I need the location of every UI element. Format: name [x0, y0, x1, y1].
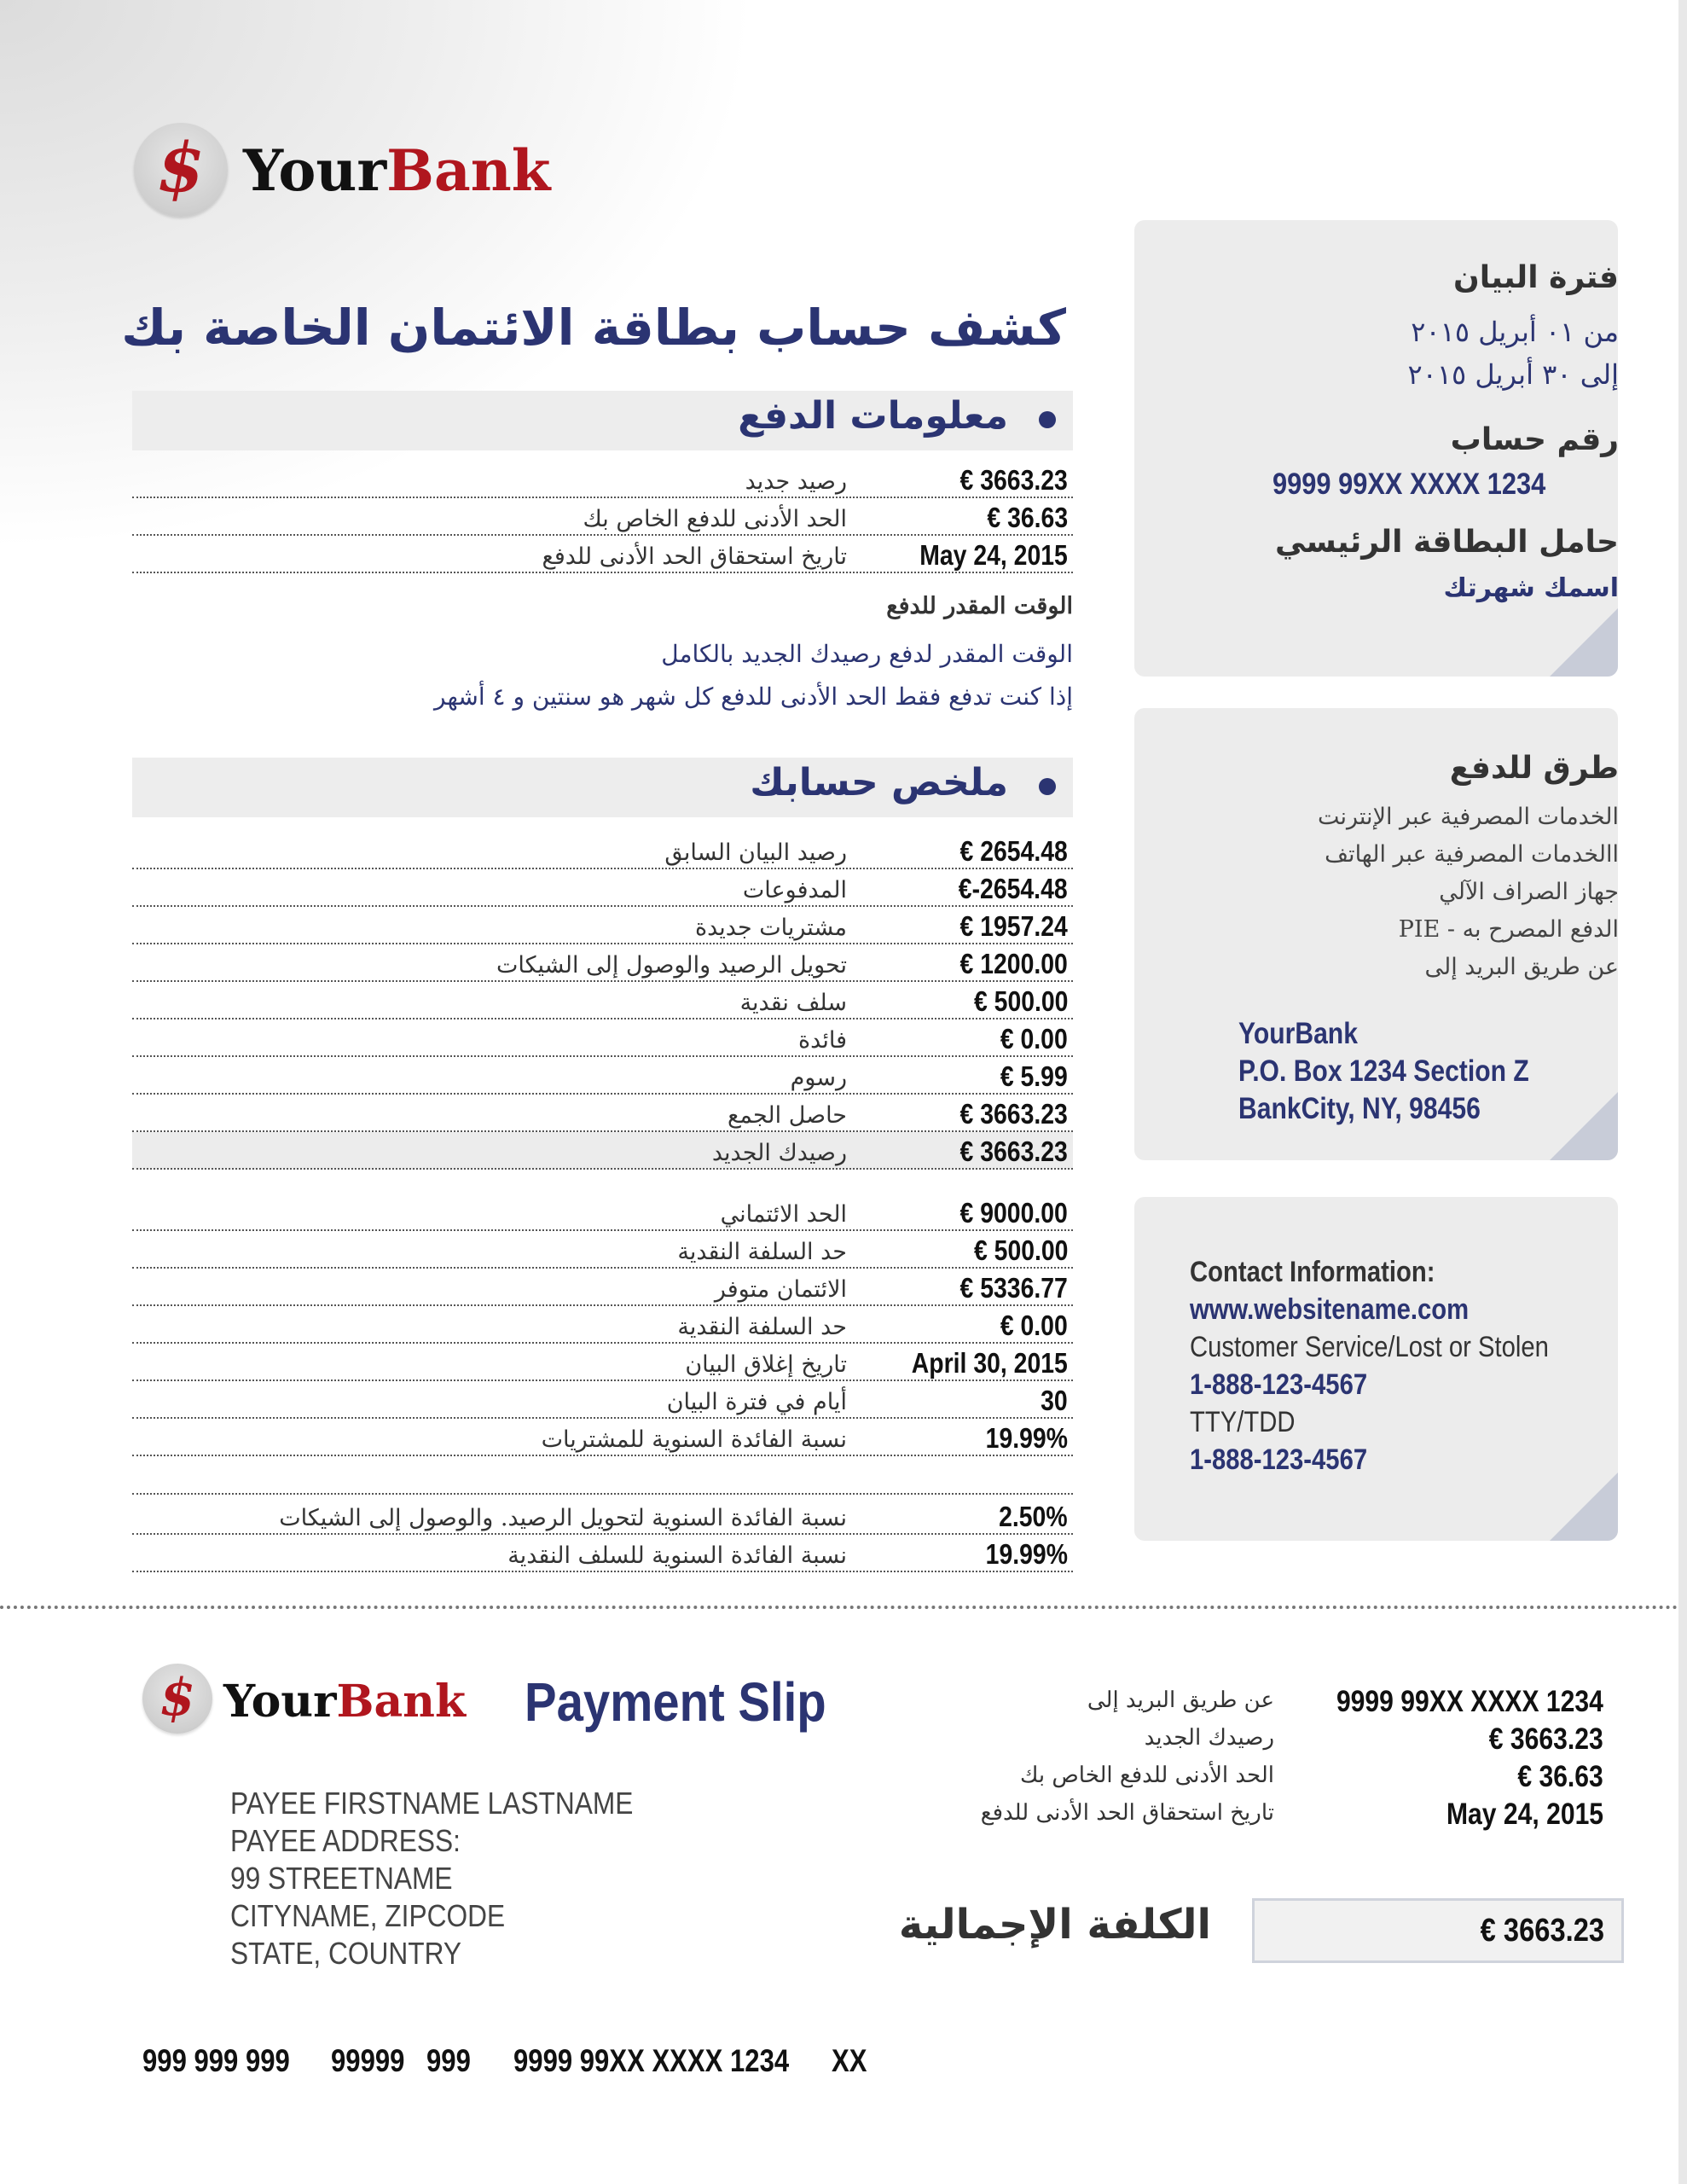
row-value: € 3663.23 — [959, 464, 1068, 496]
statement-row — [132, 1419, 1073, 1456]
statement-row — [132, 536, 1073, 573]
row-value: 19.99% — [985, 1422, 1068, 1454]
statement-row — [132, 1231, 1073, 1269]
statement-row — [132, 461, 1073, 498]
statement-row — [132, 1535, 1073, 1572]
period-from: من ٠١ أبريل ٢٠١٥ — [1411, 316, 1619, 348]
slip-label: عن طريق البريد إلى — [1087, 1687, 1274, 1713]
dollar-icon: $ — [157, 127, 205, 207]
row-label: تاريخ استحقاق الحد الأدنى للدفع — [542, 543, 847, 570]
row-value: April 30, 2015 — [911, 1347, 1068, 1379]
row-value: € 0.00 — [1000, 1023, 1068, 1054]
tear-off-line — [0, 1606, 1678, 1609]
payment-method-item: عن طريق البريد إلى — [1424, 954, 1619, 980]
row-label: حد السلفة النقدية — [677, 1314, 847, 1340]
row-label: تاريخ إغلاق البيان — [685, 1351, 847, 1378]
row-value: € 5336.77 — [959, 1272, 1068, 1304]
row-value: € 9000.00 — [959, 1197, 1068, 1228]
row-value: € 1200.00 — [959, 948, 1068, 979]
row-value: € 5.99 — [1000, 1060, 1068, 1092]
row-label: رصيد جديد — [745, 468, 847, 495]
row-label: سلف نقدية — [739, 990, 847, 1016]
row-value: € 500.00 — [973, 985, 1068, 1017]
row-value: € 2654.48 — [959, 835, 1068, 867]
row-label: رصيدك الجديد — [711, 1140, 847, 1166]
row-value: € 500.00 — [973, 1234, 1068, 1266]
slip-logo-text — [223, 1675, 466, 1729]
contact-title: Contact Information: — [1190, 1256, 1435, 1288]
payee-line: PAYEE ADDRESS: — [230, 1823, 461, 1858]
row-label: حد السلفة النقدية — [677, 1239, 847, 1265]
slip-value: 9999 99XX XXXX 1234 — [1336, 1685, 1603, 1718]
statement-row — [132, 1497, 1073, 1535]
row-divider — [132, 1459, 1073, 1495]
row-label: الحد الأدنى للدفع الخاص بك — [583, 506, 847, 532]
customer-service-label: Customer Service/Lost or Stolen — [1190, 1331, 1549, 1363]
payee-line: 99 STREETNAME — [230, 1861, 453, 1896]
row-label: فائدة — [798, 1027, 847, 1054]
micr-segment: 9999 99XX XXXX 1234 — [513, 2043, 790, 2078]
period-to: إلى ٣٠ أبريل ٢٠١٥ — [1407, 358, 1619, 391]
payment-method-item: الدفع المصرح به - PIE — [1398, 916, 1619, 943]
mail-po-box: P.O. Box 1234 Section Z — [1238, 1054, 1529, 1088]
payment-info-heading-text: معلومات الدفع — [738, 394, 1008, 438]
micr-segment: 999 — [426, 2043, 471, 2078]
row-label: نسبة الفائدة السنوية للسلف النقدية — [507, 1542, 847, 1569]
payment-slip-title: Payment Slip — [525, 1671, 826, 1733]
row-value: 30 — [1041, 1385, 1068, 1416]
row-value: € 0.00 — [1000, 1310, 1068, 1341]
micr-segment: XX — [832, 2043, 867, 2078]
statement-row — [132, 1269, 1073, 1306]
payment-info-heading — [132, 391, 1073, 450]
row-label: المدفوعات — [742, 877, 847, 903]
bullet-icon — [1039, 778, 1056, 795]
payee-line: CITYNAME, ZIPCODE — [230, 1898, 506, 1933]
holder-name: اسمك شهرتك — [1443, 573, 1619, 603]
row-value: € 3663.23 — [959, 1098, 1068, 1130]
statement-row — [132, 1344, 1073, 1381]
holder-label: حامل البطاقة الرئيسي — [1274, 525, 1619, 560]
total-cost-label: الكلفة الإجمالية — [898, 1901, 1211, 1949]
statement-row — [132, 1132, 1073, 1170]
statement-row — [132, 907, 1073, 944]
customer-service-phone[interactable]: 1-888-123-4567 — [1190, 1368, 1368, 1401]
payee-line: PAYEE FIRSTNAME LASTNAME — [230, 1786, 634, 1821]
page-fold-icon — [1550, 1092, 1618, 1160]
page-edge — [1678, 0, 1687, 2184]
row-label: رصيد البيان السابق — [664, 839, 847, 866]
statement-title: كشف حساب بطاقة الائتمان الخاصة بك — [121, 299, 1066, 357]
row-label: نسبة الفائدة السنوية للمشتريات — [541, 1426, 847, 1453]
summary-heading-text: ملخص حسابك — [750, 761, 1008, 804]
statement-row — [132, 1019, 1073, 1057]
row-label: الحد الائتماني — [720, 1201, 847, 1228]
mail-bank-name: YourBank — [1238, 1017, 1358, 1050]
row-label: تحويل الرصيد والوصول إلى الشيكات — [496, 952, 847, 979]
logo-text-your: Your — [223, 1676, 337, 1728]
payment-methods-label: طرق للدفع — [1449, 751, 1619, 786]
micr-segment: 999 999 999 — [142, 2043, 290, 2078]
tty-phone[interactable]: 1-888-123-4567 — [1190, 1443, 1368, 1476]
contact-website-link[interactable]: www.websitename.com — [1190, 1293, 1470, 1326]
statement-row — [132, 1306, 1073, 1344]
slip-label: تاريخ استحقاق الحد الأدنى للدفع — [980, 1800, 1274, 1826]
row-label: رسوم — [790, 1065, 847, 1091]
row-label: حاصل الجمع — [727, 1102, 847, 1129]
row-label: نسبة الفائدة السنوية لتحويل الرصيد. والوصول إلى الشيكات — [279, 1505, 847, 1531]
slip-value: € 3663.23 — [1489, 1722, 1603, 1756]
estimate-line-2: إذا كنت تدفع فقط الحد الأدنى للدفع كل شهر هو سنتين و ٤ أشهر — [434, 682, 1073, 711]
payment-method-item: االخدمات المصرفية عبر الهاتف — [1325, 841, 1619, 868]
estimate-title: الوقت المقدر للدفع — [886, 593, 1073, 619]
row-value: 19.99% — [985, 1538, 1068, 1570]
account-number: 9999 99XX XXXX 1234 — [1272, 468, 1546, 501]
total-cost-value: € 3663.23 — [1480, 1913, 1604, 1949]
bullet-icon — [1039, 411, 1056, 428]
row-value: €-2654.48 — [959, 873, 1068, 904]
dollar-icon: $ — [159, 1668, 195, 1728]
slip-label: رصيدك الجديد — [1144, 1725, 1274, 1751]
payee-line: STATE, COUNTRY — [230, 1936, 462, 1971]
row-value: 2.50% — [999, 1501, 1068, 1532]
row-value: € 3663.23 — [959, 1136, 1068, 1167]
statement-row — [132, 1057, 1073, 1095]
statement-row — [132, 982, 1073, 1019]
estimate-line-1: الوقت المقدر لدفع رصيدك الجديد بالكامل — [661, 640, 1073, 668]
statement-row — [132, 944, 1073, 982]
page-fold-icon — [1550, 608, 1618, 677]
logo-text-bank: Bank — [386, 137, 551, 204]
tty-label: TTY/TDD — [1190, 1406, 1296, 1438]
slip-value: € 36.63 — [1517, 1760, 1603, 1793]
payment-method-item: جهاز الصراف الآلي — [1439, 879, 1619, 905]
row-value: € 36.63 — [987, 502, 1068, 533]
mail-city: BankCity, NY, 98456 — [1238, 1092, 1481, 1125]
row-value: € 1957.24 — [959, 910, 1068, 942]
page-fold-icon — [1550, 1472, 1618, 1541]
statement-row — [132, 1381, 1073, 1419]
statement-row — [132, 1095, 1073, 1132]
row-label: أيام في فترة البيان — [666, 1389, 847, 1415]
slip-label: الحد الأدنى للدفع الخاص بك — [1019, 1763, 1274, 1788]
logo-text — [243, 136, 550, 205]
row-label: مشتريات جديدة — [694, 915, 847, 941]
row-label: الائتمان متوفر — [714, 1276, 847, 1303]
micr-segment: 99999 — [331, 2043, 405, 2078]
row-value: May 24, 2015 — [919, 539, 1068, 571]
logo-text-your: Your — [243, 137, 387, 204]
total-cost-field[interactable] — [1252, 1898, 1624, 1963]
payment-method-item: الخدمات المصرفية عبر الإنترنت — [1317, 804, 1619, 830]
slip-value: May 24, 2015 — [1446, 1798, 1603, 1831]
statement-row — [132, 869, 1073, 907]
period-label: فترة البيان — [1453, 260, 1619, 295]
statement-row — [132, 1194, 1073, 1231]
summary-heading — [132, 758, 1073, 817]
statement-row — [132, 832, 1073, 869]
account-label: رقم حساب — [1450, 422, 1619, 457]
logo-text-bank: Bank — [336, 1676, 466, 1728]
statement-row — [132, 498, 1073, 536]
